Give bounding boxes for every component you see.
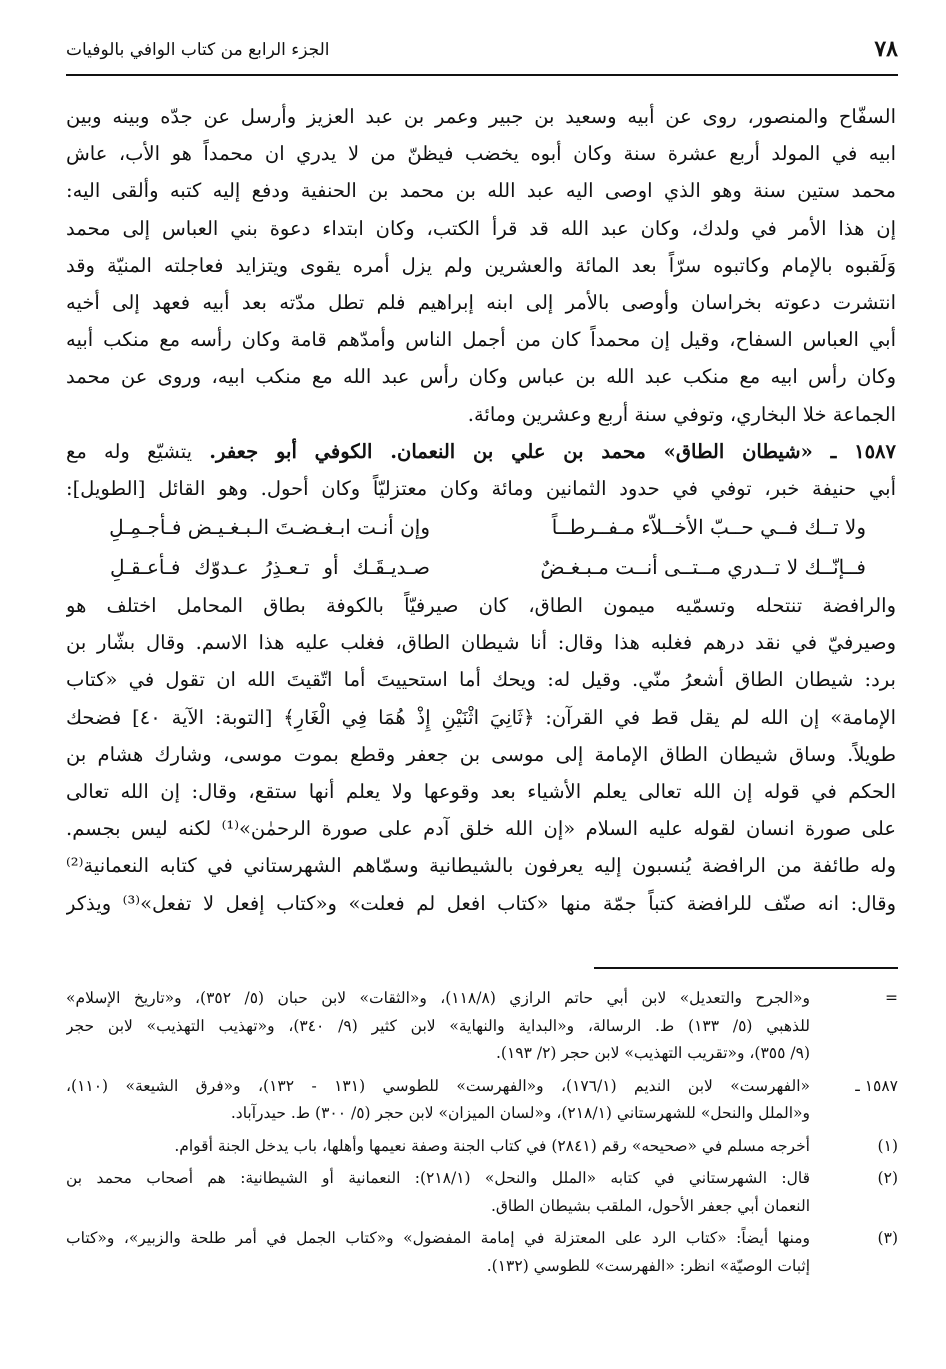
text-line: برد: شيطان الطاق أشعرُ منّي. وقيل له: ويحك أما استحييتَ أما اتّقيتَ الله ان تقول في «كتاب (66, 668, 896, 692)
entry-heading: «شيطان الطاق» محمد بن علي بن النعمان. الكوفي أبو جعفر. (209, 439, 813, 463)
footnote-line: أخرجه مسلم في «صحيحه» رقم (٢٨٤١) في كتاب الجنة وصفة نعيمها وأهلها، باب يدخل الجنة أقوام. (174, 1136, 810, 1155)
text-line: الحكم في قوله إن الله تعالى يعلم الأشياء بعد وقوعها ولا يعلم أنها ستقع، وقال: إن الله تعالى (66, 780, 896, 803)
footnotes (66, 985, 898, 1285)
text-line: محمد ستين سنة وهو الذي اوصى اليه عبد الله بن محمد بن الحنفية ودفع إليه كتبه وألقى اليه: (66, 179, 896, 203)
text-line: طويلاً. وساق شيطان الطاق الإمامة إلى موسى بن جعفر وقطع بموت موسى، وشارك هشام بن (66, 742, 896, 766)
footnote-line: ومنها أيضاً: «كتاب الرد على المعتزلة في إمامة المفضول» و«كتاب الجمل في أمر طلحة والزبير»، و«كتاب (66, 1229, 810, 1247)
entry-heading-line (66, 433, 896, 470)
text-line: والرافضة تنتحله وتسمّيه ميمون الطاق، كان صيرفيّاً بالكوفة بطاق المحامل اختلف هو (66, 594, 896, 618)
text-line: وله طائفة من الرافضة يُنسبون إليه يعرفون بالشيطانية وسمّاهم الشهرستاني في كتابه النعمانية⁽²⁾ (66, 854, 896, 878)
footnote-line: و«الجرح والتعديل» لابن أبي حاتم الرازي (١١٨/٨)، و«الثقات» لابن حبان (٥/ ٣٥٢)، و«تاريخ الإسلام» (66, 989, 810, 1007)
text-line: وَلَقبوه بالإمام وكاتبوه سرّاً بعد المائة والعشرين ولم يزل أمره يقوى ويتزايد فعاجلته المنيّة وقد (66, 253, 896, 277)
verse-first-hemistich: فــإنّــك لا تــدري مــتــى أنــت مـبـغـضٌ (540, 555, 866, 580)
verse-second-hemistich: صـديـقَـك أو تـعـذِرُ عـدوّك فـأعـقـلِ (110, 555, 430, 580)
footnote-entry-sources (66, 1073, 898, 1128)
main-text (66, 98, 896, 922)
text-line: ابيه في المولد أربع عشرة سنة وكان أبوه يخضب فيظنّ من لا يدري ان محمداً هو الأب، عاش (66, 142, 896, 166)
verse-first-hemistich: ولا تــك فــي حــبّ الأخــلاّء مـفــرطــاً (551, 515, 866, 540)
footnote-1 (66, 1133, 898, 1161)
footnote-line: «الفهرست» لابن النديم (١٧٦/١)، و«الفهرست» للطوسي (١٣١ - ١٣٢)، و«فرق الشيعة» (١١٠)، (66, 1076, 810, 1095)
text-line: الجماعة خلا البخاري، وتوفي سنة أربع وعشرين ومائة. (467, 402, 896, 426)
footnote-line: قال: الشهرستاني في كتابه «الملل والنحل» (٢١٨/١): النعمانية أو الشيطانية: هم أصحاب محمد بن (66, 1169, 810, 1187)
text-line: أبي حنيفة خبر، توفي في حدود الثمانين ومائة وكان معتزليّاً وكان أحول. وهو القائل [الطويل]: (66, 476, 896, 500)
verse-second-hemistich: وإن أنـت ابـغـضـتَ الـبـغـيـض فـأجـمِـلِ (109, 515, 430, 540)
footnote-line: للذهبي (٥/ ١٣٣) ط. الرسالة، و«البداية والنهاية» لابن كثير (٩/ ٣٤٠)، و«تهذيب التهذيب» لابن حجر (66, 1016, 810, 1035)
entry-number: ١٥٨٧ (854, 439, 896, 463)
footnote-2 (66, 1165, 898, 1220)
footnote-continued (66, 985, 898, 1068)
entry-dash: ـ (812, 439, 855, 463)
text-line: وكان رأس ابيه مع منكب عبد الله بن عباس وكان رأس عبد الله مع منكب ابيه، وروى عن محمد (66, 365, 896, 389)
poem-verse (66, 547, 896, 587)
footnote-line: إثبات الوصيّة» انظر: «الفهرست» للطوسي (١٣٢). (486, 1256, 810, 1275)
text-line: وقال: انه صنّف للرافضة كتباً جمّة منها «كتاب افعل لم فعلت» و«كتاب إفعل لا تفعل»⁽³⁾ ويذكر (66, 891, 896, 915)
text-line: انتشرت دعوته بخراسان وأوصى بالأمر إلى ابنه إبراهيم فلم تطل مدّته بعد أبيه فعهد إلى أخيه (66, 290, 896, 314)
footnote-marker: = (885, 989, 898, 1007)
text-line: وصيرفيّ في نقد درهم فغلبه هذا وقال: أنا شيطان الطاق، فغلب عليه هذا الاسم. وقال بشّار بن (66, 631, 896, 655)
footnote-marker: ١٥٨٧ ـ (855, 1076, 898, 1095)
page-number: ٧٨ (874, 36, 898, 62)
footnote-line: النعمان أبي جعفر الأحول، الملقب بشيطان الطاق. (490, 1196, 810, 1215)
page-header (66, 30, 898, 76)
text-line: الإمامة» إن الله لم يقل قط في القرآن: ﴿ثَانِيَ اثْنَيْنِ إِذْ هُمَا فِي الْغَارِ﴾ [التوبة: الآية ٤٠] فضحك (66, 705, 896, 729)
footnote-line: (٩/ ٣٥٥)، و«تقريب التهذيب» لابن حجر (٢/ ١٩٣). (495, 1044, 810, 1062)
footnote-separator (594, 967, 898, 969)
poem-verse (66, 507, 896, 547)
footnote-marker: (١) (877, 1136, 898, 1155)
text-line: إن هذا الأمر في ولدك، وكان عبد الله قد قرأ الكتب، وكان ابتداء دعوة بني العباس إلى محمد (66, 216, 896, 240)
footnote-line: و«الملل والنحل» للشهرستاني (٢١٨/١)، و«لسان الميزان» لابن حجر (٥/ ٣٠٠) ط. حيدرآباد. (230, 1104, 810, 1122)
footnote-3 (66, 1225, 898, 1280)
running-title: الجزء الرابع من كتاب الوافي بالوفيات (66, 40, 330, 60)
text-line: السفّاح والمنصور، روى عن أبيه وسعيد بن جبير وعمر بن عبد العزيز وأرسل عن جدّه وبينه وبين (66, 105, 896, 128)
footnote-marker: (٢) (877, 1169, 898, 1187)
text-line: على صورة انسان لقوله عليه السلام «إن الله خلق آدم على صورة الرحمٰن»⁽¹⁾ لكنه ليس بجسم. (66, 817, 896, 841)
footnote-marker: (٣) (877, 1229, 898, 1247)
text-line: أبي العباس السفاح، وقيل إن محمداً كان من أجمل الناس وأمدّهم قامة وكان رأسه مع منكب أبيه (66, 328, 896, 352)
entry-heading-rest: يتشيّع وله مع (66, 439, 210, 463)
